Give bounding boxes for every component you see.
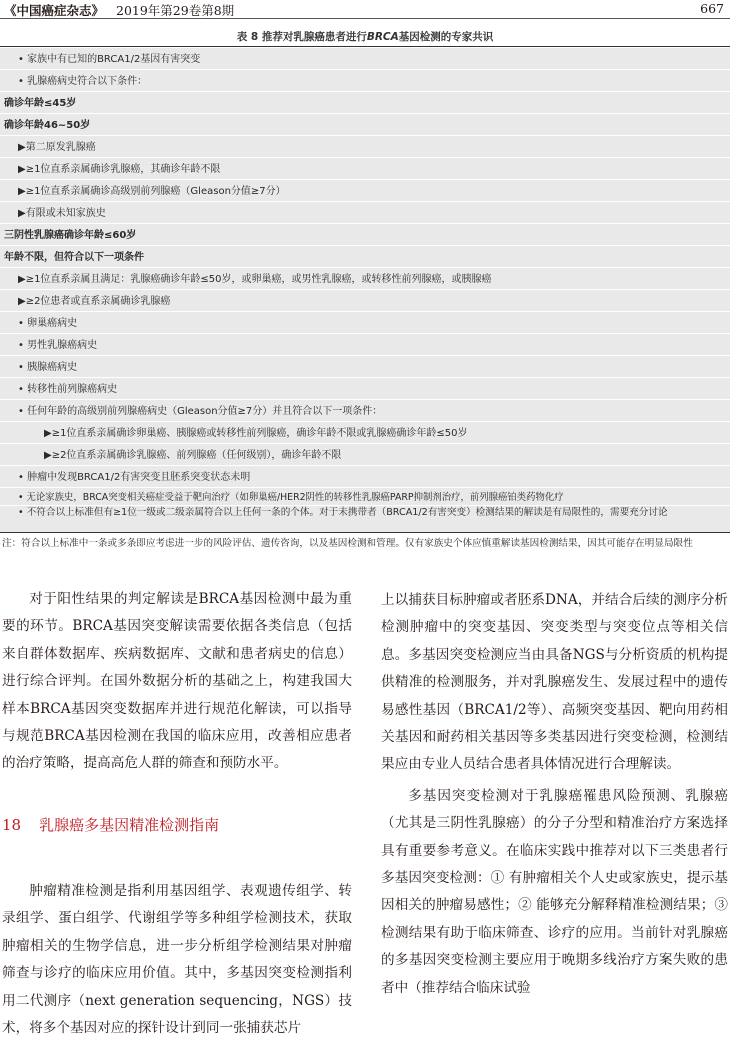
table-row: ▶≥1位直系亲属确诊乳腺癌，其确诊年龄不限 — [0, 157, 730, 180]
table-row: • 任何年龄的高级别前列腺癌病史（Gleason分值≥7分）并且符合以下一项条件： — [0, 399, 730, 422]
table-row: ▶≥1位直系亲属且满足：乳腺癌确诊年龄≤50岁，或卵巢癌，或男性乳腺癌，或转移性前列腺癌，或胰腺癌 — [0, 267, 730, 290]
table-row: ▶第二原发乳腺癌 — [0, 135, 730, 158]
criteria-table — [0, 46, 730, 533]
issue-info: 2019年第29卷第8期 — [116, 3, 235, 18]
table-row: • 不符合以上标准但有≥1位一级或二级亲属符合以上任何一条的个体。对于未携带者（BRCA1/2有害突变）检测结果的解读是有局限性的，需要充分讨论 — [0, 505, 730, 533]
table-row: 确诊年龄46~50岁 — [0, 113, 730, 136]
table-note: 注：符合以上标准中一条或多条即应考虑进一步的风险评估、遗传咨询，以及基因检测和管理。仅有家族史个体应慎重解读基因检测结果，因其可能存在明显局限性 — [2, 538, 693, 549]
paragraph: 多基因突变检测对于乳腺癌罹患风险预测、乳腺癌（尤其是三阴性乳腺癌）的分子分型和精准治疗方案选择具有重要参考意义。在临床实践中推荐对以下三类患者行多基因突变检测：① 有肿瘤相关个人史或家族史，提示基因相关的肿瘤易感性；② 能够充分解释精准检测结果；③ 检测结果有助于临床筛查、诊疗的应用。当前针对乳腺癌的多基因突变检测主要应用于晚期多线治疗方案失败的患者中（推荐结合临床试验 — [381, 787, 728, 996]
table-row: ▶≥1位直系亲属确诊高级别前列腺癌（Gleason分值≥7分） — [0, 179, 730, 202]
right-column — [381, 587, 728, 1002]
section-number: 18 — [2, 816, 22, 834]
left-column — [2, 586, 352, 778]
table-row: 三阴性乳腺癌确诊年龄≤60岁 — [0, 223, 730, 246]
table-row: • 家族中有已知的BRCA1/2基因有害突变 — [0, 47, 730, 70]
section-heading — [2, 814, 219, 835]
table-row: 确诊年龄≤45岁 — [0, 91, 730, 114]
table-row: • 男性乳腺癌病史 — [0, 333, 730, 356]
table-row: ▶≥2位直系亲属确诊乳腺癌、前列腺癌（任何级别），确诊年龄不限 — [0, 443, 730, 466]
table-row: ▶有限或未知家族史 — [0, 201, 730, 224]
paragraph: 肿瘤精准检测是指利用基因组学、表观遗传组学、转录组学、蛋白组学、代谢组学等多种组学检测技术，获取肿瘤相关的生物学信息，进一步分析组学检测结果对肿瘤筛查与诊疗的临床应用价值。其中，多基因突变检测指利用二代测序（next generation sequencing，NGS）技术，将多个基因对应的探针设计到同一张捕获芯片 — [2, 883, 352, 1037]
table-title: 表 8 推荐对乳腺癌患者进行BRCA基因检测的专家共识 — [236, 31, 494, 43]
table-row: • 卵巢癌病史 — [0, 311, 730, 334]
paragraph: 上以捕获目标肿瘤或者胚系DNA，并结合后续的测序分析检测肿瘤中的突变基因、突变类型与突变位点等相关信息。多基因突变检测应当由具备NGS与分析资质的机构提供精准的检测服务，并对乳腺癌发生、发展过程中的遗传易感性基因（BRCA1/2等）、高频突变基因、靶向用药相关基因和耐药相关基因等多类基因进行突变检测，检测结果应由专业人员结合患者具体情况进行合理解读。 — [381, 592, 728, 773]
table-row: • 胰腺癌病史 — [0, 355, 730, 378]
table-row: ▶≥2位患者或直系亲属确诊乳腺癌 — [0, 289, 730, 312]
table-row: 年龄不限，但符合以下一项条件 — [0, 245, 730, 268]
running-header — [0, 0, 730, 18]
section-title: 乳腺癌多基因精准检测指南 — [39, 816, 220, 834]
table-row: • 无论家族史，BRCA突变相关癌症受益于靶向治疗（如卵巢癌/HER2阴性的转移性乳腺癌PARP抑制剂治疗，前列腺癌铂类药物化疗 — [0, 487, 730, 506]
table-row: • 乳腺癌病史符合以下条件： — [0, 69, 730, 92]
table-row: • 肿瘤中发现BRCA1/2有害突变且胚系突变状态未明 — [0, 465, 730, 488]
left-column-lower — [2, 878, 352, 1042]
journal-name: 《中国癌症杂志》 — [4, 3, 105, 18]
table-row: ▶≥1位直系亲属确诊卵巢癌、胰腺癌或转移性前列腺癌，确诊年龄不限或乳腺癌确诊年龄≤50岁 — [0, 421, 730, 444]
paragraph: 对于阳性结果的判定解读是BRCA基因检测中最为重要的环节。BRCA基因突变解读需要依据各类信息（包括来自群体数据库、疾病数据库、文献和患者病史的信息）进行综合评判。在国外数据分析的基础之上，构建我国大样本BRCA基因突变数据库并进行规范化解读，可以指导与规范BRCA基因检测在我国的临床应用，改善相应患者的治疗策略，提高高危人群的筛查和预防水平。 — [2, 591, 352, 772]
header-rule — [0, 18, 730, 19]
table-row: • 转移性前列腺癌病史 — [0, 377, 730, 400]
page-number: 667 — [700, 1, 724, 16]
